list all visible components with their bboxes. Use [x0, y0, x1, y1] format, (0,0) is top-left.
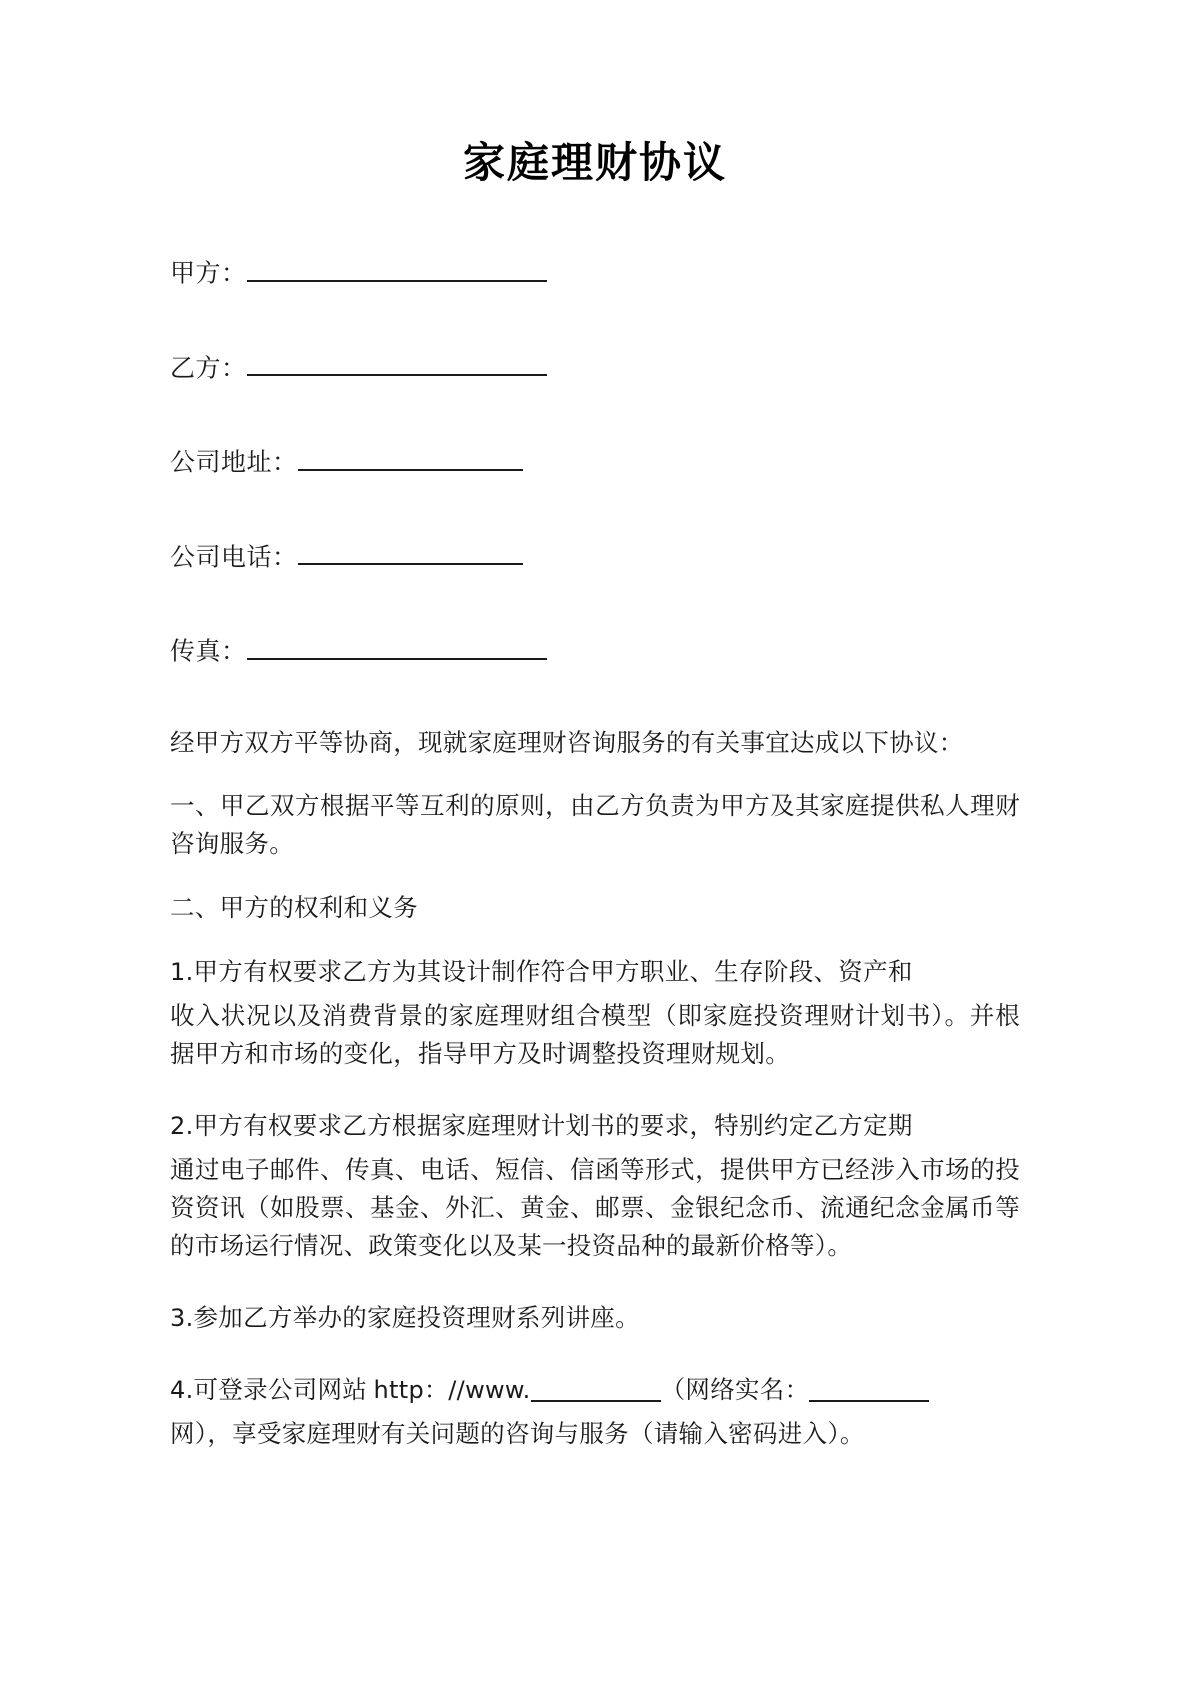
- real-name-blank[interactable]: [809, 1375, 929, 1402]
- item-2-body: 通过电子邮件、传真、电话、短信、信函等形式，提供甲方已经涉入市场的投资资讯（如股票、基金、外汇、黄金、邮票、金银纪念币、流通纪念金属币等的市场运行情况、政策变化以及某一投资品种的最新价格等）。: [170, 1157, 1020, 1261]
- item-4-pre-text: 可登录公司网站: [193, 1377, 374, 1405]
- item-3-text: 参加乙方举办的家庭投资理财系列讲座。: [193, 1305, 640, 1333]
- item-2-head-text: 甲方有权要求乙方根据家庭理财计划书的要求，特别约定乙方定期: [193, 1113, 913, 1141]
- field-blank-party-a[interactable]: [247, 252, 547, 282]
- field-label-company-phone: 公司电话：: [170, 544, 298, 571]
- page-title: 家庭理财协议: [462, 138, 727, 187]
- field-label-fax: 传真：: [170, 638, 247, 666]
- field-label-party-b: 乙方：: [170, 355, 247, 382]
- field-label-party-a: 甲方：: [170, 260, 247, 288]
- field-blank-party-b[interactable]: [247, 347, 547, 377]
- field-blank-company-address[interactable]: [298, 441, 523, 471]
- field-row-fax: [170, 630, 1020, 670]
- item-1-body: 收入状况以及消费背景的家庭理财组合模型（即家庭投资理财计划书）。并根据甲方和市场的变化，指导甲方及时调整投资理财规划。: [170, 1003, 1020, 1069]
- field-label-company-address: 公司地址：: [170, 449, 298, 477]
- field-row-party-a: [170, 252, 1020, 292]
- website-blank[interactable]: [531, 1375, 661, 1402]
- item-1-head: [170, 954, 1020, 992]
- item-4-body: 网），享受家庭理财有关问题的咨询与服务（请输入密码进入）。: [170, 1421, 865, 1449]
- item-2-number: 2.: [170, 1112, 194, 1141]
- clause-one-paragraph: 一、甲乙双方根据平等互利的原则，由乙方负责为甲方及其家庭提供私人理财咨询服务。: [170, 793, 1020, 859]
- item-4-number: 4.: [170, 1376, 194, 1405]
- clause-two-heading: 二、甲方的权利和义务: [170, 895, 418, 923]
- field-row-party-b: [170, 347, 1020, 387]
- intro-paragraph: 经甲方双方平等协商，现就家庭理财咨询服务的有关事宜达成以下协议：: [170, 729, 964, 757]
- item-1-head-text: 甲方有权要求乙方为其设计制作符合甲方职业、生存阶段、资产和: [193, 959, 913, 987]
- item-3-number: 3.: [170, 1304, 194, 1333]
- item-4-head: [170, 1372, 1020, 1410]
- item-3: [170, 1300, 1020, 1338]
- field-blank-company-phone[interactable]: [298, 536, 523, 566]
- item-1-number: 1.: [170, 958, 194, 987]
- field-row-company-address: [170, 441, 1020, 481]
- item-4-mid-text: （网络实名：: [660, 1377, 810, 1405]
- item-2-head: [170, 1108, 1020, 1146]
- website-url-text: http：//www.: [373, 1376, 531, 1405]
- field-blank-fax[interactable]: [247, 630, 547, 660]
- field-row-company-phone: [170, 536, 1020, 576]
